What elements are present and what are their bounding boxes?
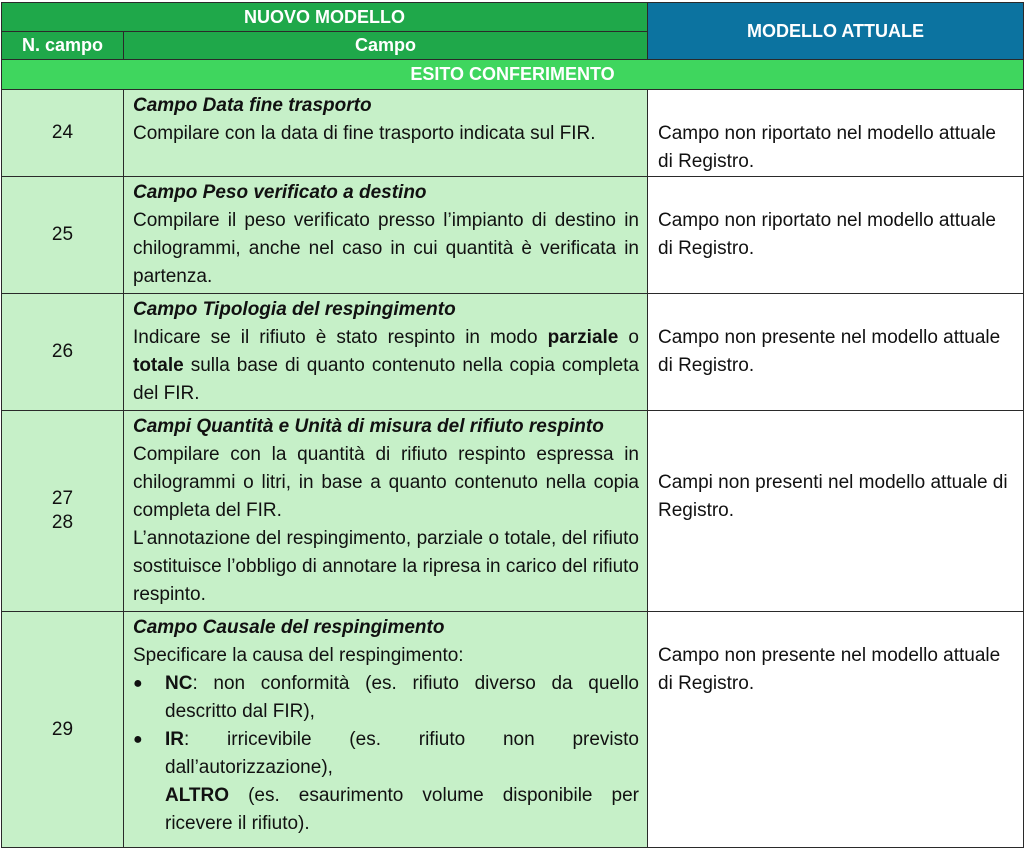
code-altro: ALTRO: [165, 785, 230, 806]
field-text-bold: parziale: [547, 327, 619, 348]
current-model-text: Campo non presente nel modello attuale di Registro.: [658, 645, 1001, 694]
field-title: Campo Data fine trasporto: [133, 95, 372, 116]
list-item-altro: [133, 782, 639, 838]
field-text-part: sulla base di quanto contenuto nella copia completa del FIR.: [133, 355, 639, 404]
header-campo: Campo: [124, 32, 648, 60]
field-title: Campo Peso verificato a destino: [133, 182, 427, 203]
code-nc: NC: [165, 673, 193, 694]
bullet-text: : irricevibile (es. rifiuto non previsto dall’autorizzazione),: [165, 729, 639, 778]
current-model-note: [648, 612, 1024, 848]
table-row: [2, 612, 1024, 848]
altro-text: (es. esaurimento volume disponibile per ricevere il rifiuto).: [165, 785, 639, 834]
field-title: Campo Tipologia del respingimento: [133, 299, 456, 320]
list-item: [133, 726, 639, 782]
field-number: 29: [2, 612, 124, 848]
field-text: Specificare la causa del respingimento:: [133, 645, 464, 666]
field-number-27: 27: [51, 488, 74, 509]
field-number: 25: [2, 177, 124, 294]
field-number: [2, 411, 124, 612]
current-model-note: [648, 177, 1024, 294]
field-description: [124, 294, 648, 411]
table-row: [2, 90, 1024, 177]
table-row: [2, 177, 1024, 294]
field-description: [124, 90, 648, 177]
field-number: 26: [2, 294, 124, 411]
current-model-text: Campo non riportato nel modello attuale di Registro.: [658, 210, 996, 259]
field-text: Compilare con la quantità di rifiuto respinto espressa in chilogrammi o litri, in base a quanto contenuto nella copia completa del FIR.: [133, 444, 639, 521]
bullet-icon: ●: [133, 675, 143, 692]
field-number: 24: [2, 90, 124, 177]
current-model-note: [648, 90, 1024, 177]
table-row: [2, 411, 1024, 612]
code-ir: IR: [165, 729, 184, 750]
current-model-text: Campi non presenti nel modello attuale di Registro.: [658, 472, 1008, 521]
field-text-part: o: [618, 327, 639, 348]
header-n-campo: N. campo: [2, 32, 124, 60]
field-description: [124, 411, 648, 612]
field-title: Campi Quantità e Unità di misura del rifiuto respinto: [133, 416, 604, 437]
bullet-text: : non conformità (es. rifiuto diverso da quello descritto dal FIR),: [165, 673, 639, 722]
header-nuovo-modello: NUOVO MODELLO: [2, 3, 648, 32]
field-number-28: 28: [51, 512, 74, 533]
field-text: Compilare con la data di fine trasporto indicata sul FIR.: [133, 123, 596, 144]
field-text-part: Indicare se il rifiuto è stato respinto in modo: [133, 327, 548, 348]
field-description: [124, 177, 648, 294]
field-text: L’annotazione del respingimento, parziale o totale, del rifiuto sostituisce l’obbligo di annotare la ripresa in carico del rifiuto respinto.: [133, 528, 639, 605]
section-esito-conferimento: ESITO CONFERIMENTO: [2, 60, 1024, 90]
field-text: Compilare il peso verificato presso l’impianto di destino in chilogrammi, anche nel caso in cui quantità è verificata in partenza.: [133, 210, 639, 287]
header-modello-attuale: MODELLO ATTUALE: [648, 3, 1024, 60]
field-description: [124, 612, 648, 848]
bullet-icon: ●: [133, 731, 143, 748]
current-model-text: Campo non riportato nel modello attuale di Registro.: [658, 123, 996, 172]
current-model-text: Campo non presente nel modello attuale di Registro.: [658, 327, 1001, 376]
field-title: Campo Causale del respingimento: [133, 617, 445, 638]
current-model-note: [648, 411, 1024, 612]
list-item: [133, 670, 639, 726]
field-text-bold: totale: [133, 355, 184, 376]
comparison-table: [1, 2, 1024, 848]
current-model-note: [648, 294, 1024, 411]
table-row: [2, 294, 1024, 411]
